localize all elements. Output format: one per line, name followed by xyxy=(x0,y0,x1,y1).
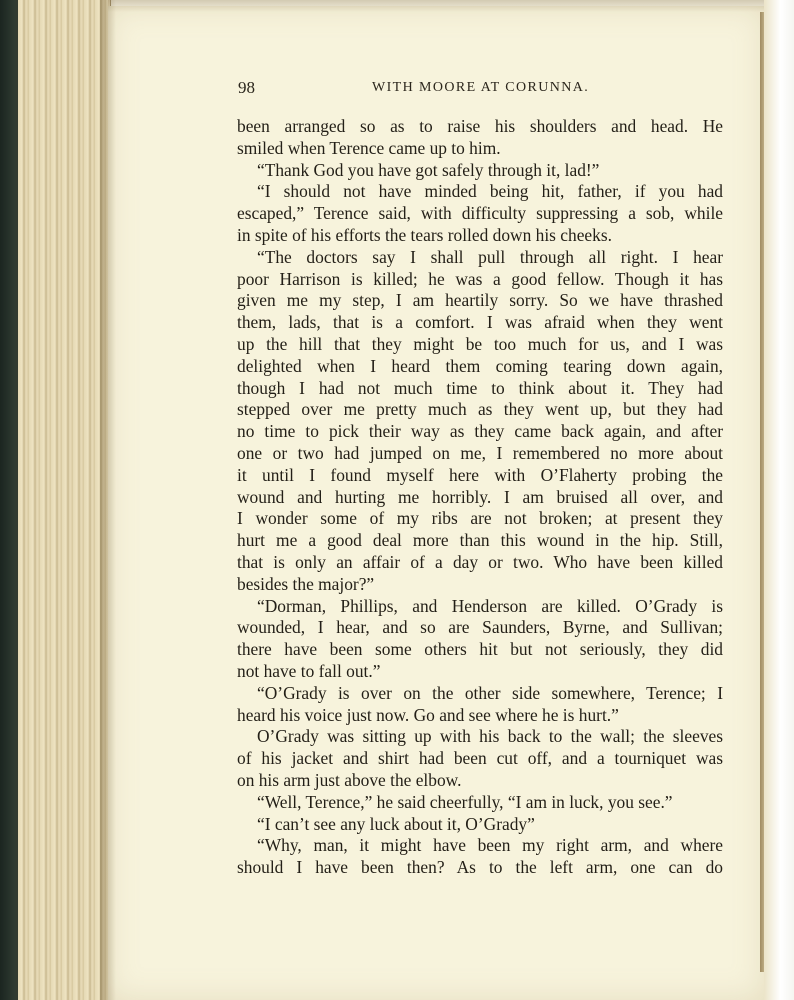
text-line: “I should not have minded being hit, father, if you had xyxy=(257,181,723,202)
text-line: on his arm just above the elbow. xyxy=(237,769,462,790)
text-line: in spite of his efforts the tears rolled down his cheeks. xyxy=(237,224,612,245)
text-line: not have to fall out.” xyxy=(237,660,381,681)
body-text xyxy=(237,116,723,879)
text-line: smiled when Terence came up to him. xyxy=(237,137,501,158)
page-header xyxy=(238,78,728,102)
text-line: it until I found myself here with O’Flaherty probing the xyxy=(237,464,723,485)
text-line: delighted when I heard them coming tearing down again, xyxy=(237,355,723,376)
text-line: should I have been then? As to the left arm, one can do xyxy=(237,857,723,878)
text-line: that is only an affair of a day or two. Who have been killed xyxy=(237,551,723,572)
text-line: “I can’t see any luck about it, O’Grady” xyxy=(257,813,535,834)
page-edges xyxy=(18,0,111,1000)
text-line: one or two had jumped on me, I remembered no more about xyxy=(237,442,723,463)
text-line: “Dorman, Phillips, and Henderson are killed. O’Grady is xyxy=(257,595,723,616)
text-line: wounded, I hear, and so are Saunders, Byrne, and Sullivan; xyxy=(237,617,723,638)
text-line: though I had not much time to think about it. They had xyxy=(237,377,723,398)
page-number: 98 xyxy=(238,78,255,97)
text-line: of his jacket and shirt had been cut off, and a tourniquet was xyxy=(237,748,723,769)
text-line: poor Harrison is killed; he was a good fellow. Though it has xyxy=(237,268,723,289)
text-line: escaped,” Terence said, with difficulty suppressing a sob, while xyxy=(237,203,723,224)
text-line: “Why, man, it might have been my right arm, and where xyxy=(257,835,723,856)
text-line: them, lads, that is a comfort. I was afraid when they went xyxy=(237,312,723,333)
text-line: “Thank God you have got safely through it, lad!” xyxy=(257,159,600,180)
gutter-shadow xyxy=(100,0,116,1000)
text-line: “The doctors say I shall pull through all right. I hear xyxy=(257,246,723,267)
running-head: WITH MOORE AT CORUNNA. xyxy=(372,80,590,95)
text-line: hurt me a good deal more than this wound in the hip. Still, xyxy=(237,530,723,551)
text-line: there have been some others hit but not seriously, they did xyxy=(237,639,723,660)
text-line: heard his voice just now. Go and see where he is hurt.” xyxy=(237,704,619,725)
text-line: “O’Grady is over on the other side somewhere, Terence; I xyxy=(257,682,723,703)
text-line: up the hill that they might be too much for us, and I was xyxy=(237,333,723,354)
text-line: given me my step, I am heartily sorry. So we have thrashed xyxy=(237,290,723,311)
text-line: been arranged so as to raise his shoulders and head. He xyxy=(237,116,723,136)
right-margin-strip xyxy=(764,0,794,1000)
text-line: O’Grady was sitting up with his back to the wall; the sleeves xyxy=(257,726,723,747)
text-line: wound and hurting me horribly. I am bruised all over, and xyxy=(237,486,723,507)
text-line: “Well, Terence,” he said cheerfully, “I am in luck, you see.” xyxy=(257,791,673,812)
top-edge-shadow xyxy=(108,0,764,12)
text-line: no time to pick their way as they came back again, and after xyxy=(237,421,723,442)
text-line: stepped over me pretty much as they went up, but they had xyxy=(237,399,723,420)
text-line: besides the major?” xyxy=(237,573,375,594)
text-line: I wonder some of my ribs are not broken; at present they xyxy=(237,508,723,529)
